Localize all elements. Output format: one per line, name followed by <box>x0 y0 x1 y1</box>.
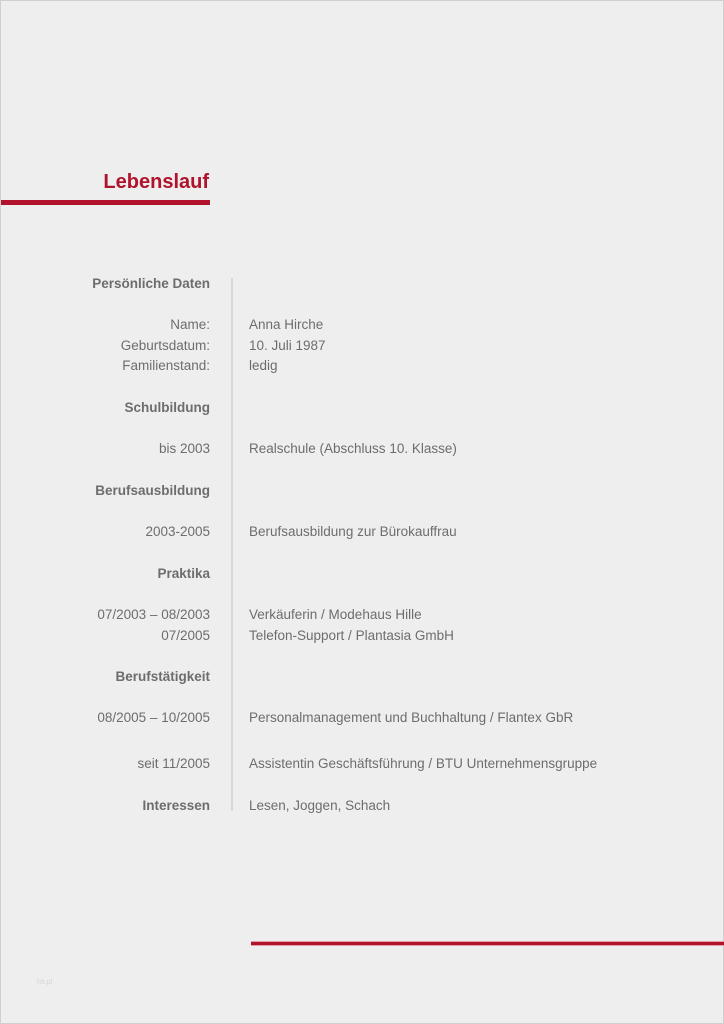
entry-label: bis 2003 <box>158 441 210 456</box>
entry-value: 10. Juli 1987 <box>249 338 326 353</box>
entry-label: 2003-2005 <box>145 524 210 539</box>
section-heading: Persönliche Daten <box>92 276 210 291</box>
entry-value: ledig <box>249 358 278 373</box>
entry-label: seit 11/2005 <box>137 756 210 771</box>
entry-value: Assistentin Geschäftsführung / BTU Unternehmensgruppe <box>249 756 598 771</box>
entry-label: 07/2005 <box>161 628 210 643</box>
entry-value: Personalmanagement und Buchhaltung / Flantex GbR <box>249 710 574 725</box>
section-heading: Praktika <box>157 566 210 581</box>
footer-watermark: htt.pl <box>37 979 53 986</box>
title-accent-bar <box>1 200 210 205</box>
entry-label: 08/2005 – 10/2005 <box>97 710 210 725</box>
section-heading: Schulbildung <box>124 400 210 415</box>
entry-label: Geburtsdatum: <box>120 338 210 353</box>
entry-value: Telefon-Support / Plantasia GmbH <box>249 628 454 643</box>
entry-value: Anna Hirche <box>249 317 324 332</box>
entry-value: Realschule (Abschluss 10. Klasse) <box>249 441 457 456</box>
entry-value: Lesen, Joggen, Schach <box>249 798 391 813</box>
section-heading: Berufsausbildung <box>95 483 210 498</box>
section-heading: Berufstätigkeit <box>115 669 210 684</box>
section-heading: Interessen <box>142 798 210 813</box>
footer-accent-bar <box>251 941 724 946</box>
column-divider <box>231 278 233 811</box>
entry-label: Name: <box>170 317 210 332</box>
entry-label: 07/2003 – 08/2003 <box>97 607 210 622</box>
entry-value: Berufsausbildung zur Bürokauffrau <box>249 524 457 539</box>
document-title: Lebenslauf <box>103 171 209 193</box>
entry-value: Verkäuferin / Modehaus Hille <box>249 607 422 622</box>
entry-label: Familienstand: <box>122 358 210 373</box>
